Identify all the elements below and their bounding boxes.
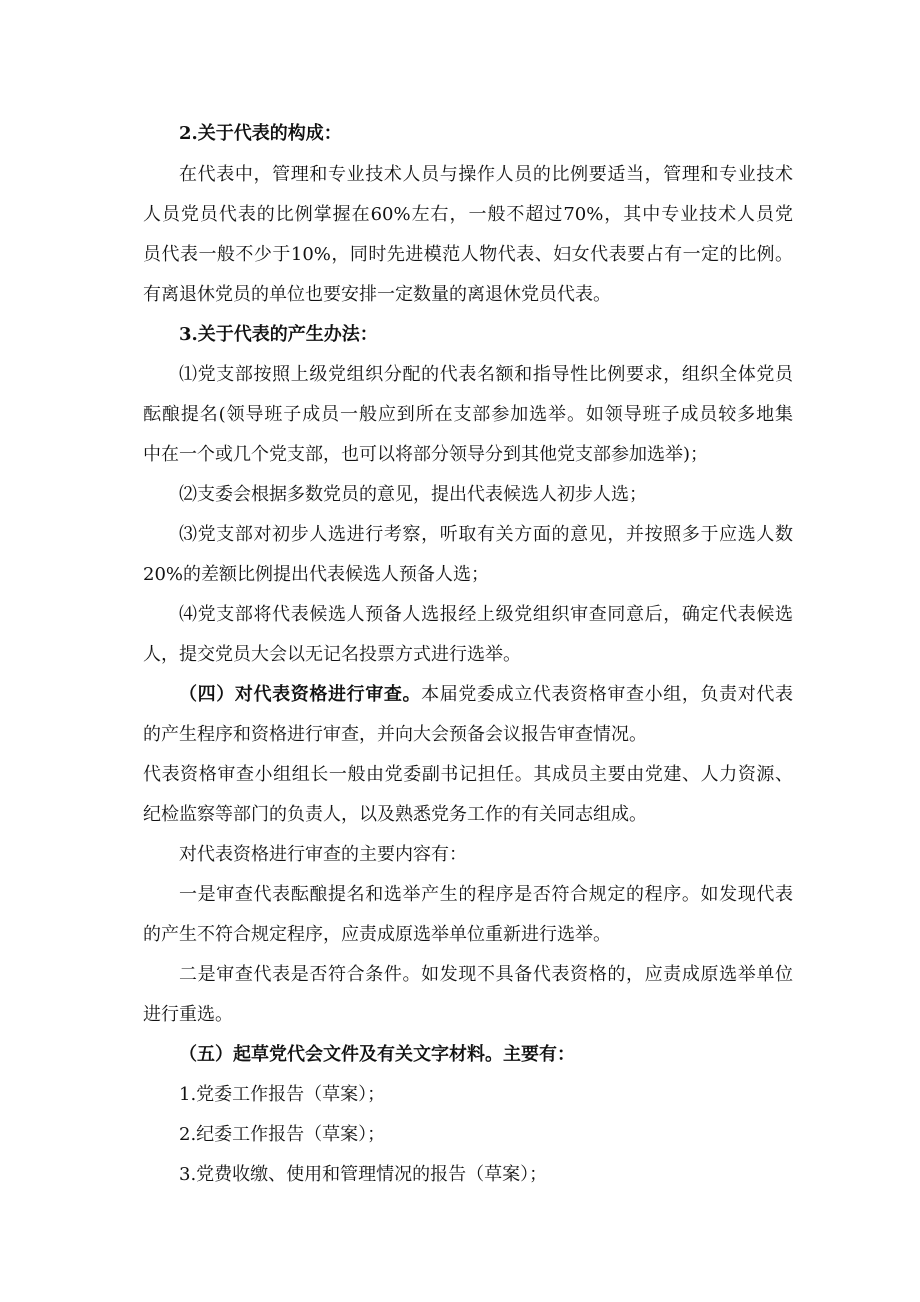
- paragraph-line: 一是审查代表酝酿提名和选举产生的程序是否符合规定的程序。如发现代表: [179, 884, 793, 905]
- list-item: 1.党委工作报告（草案）；: [179, 1084, 386, 1105]
- heading-section-five: （五）起草党代会文件及有关文字材料。主要有：: [179, 1044, 575, 1065]
- paragraph-line: 有离退休党员的单位也要安排一定数量的离退休党员代表。: [143, 284, 611, 305]
- paragraph-line: ⑴党支部按照上级党组织分配的代表名额和指导性比例要求，组织全体党员: [179, 364, 793, 385]
- paragraph-line: ⑷党支部将代表候选人预备人选报经上级党组织审查同意后，确定代表候选: [179, 604, 793, 625]
- paragraph-line: 进行重选。: [143, 1004, 233, 1025]
- list-item: 3.党费收缴、使用和管理情况的报告（草案）；: [179, 1164, 548, 1185]
- section-four-line: [179, 683, 793, 707]
- paragraph-line: 在代表中，管理和专业技术人员与操作人员的比例要适当，管理和专业技术: [179, 164, 793, 185]
- paragraph-line: 中在一个或几个党支部，也可以将部分领导分到其他党支部参加选举)；: [143, 444, 709, 465]
- heading-delegate-election-method: 3.关于代表的产生办法：: [179, 324, 378, 345]
- list-item: 2.纪委工作报告（草案）；: [179, 1124, 386, 1145]
- paragraph-line: ⑵支委会根据多数党员的意见，提出代表候选人初步人选；: [179, 484, 647, 505]
- paragraph-line: 二是审查代表是否符合条件。如发现不具备代表资格的，应责成原选举单位: [179, 964, 793, 985]
- paragraph-line: 人，提交党员大会以无记名投票方式进行选举。: [143, 644, 521, 665]
- heading-delegate-composition: 2.关于代表的构成：: [179, 123, 342, 144]
- paragraph-line: 纪检监察等部门的负责人，以及熟悉党务工作的有关同志组成。: [143, 804, 647, 825]
- paragraph-line: 酝酿提名(领导班子成员一般应到所在支部参加选举。如领导班子成员较多地集: [143, 404, 793, 425]
- paragraph-line: 人员党员代表的比例掌握在60%左右，一般不超过70%，其中专业技术人员党: [143, 204, 793, 225]
- paragraph-line: 20%的差额比例提出代表候选人预备人选；: [143, 564, 490, 585]
- paragraph-line: 对代表资格进行审查的主要内容有：: [179, 844, 467, 865]
- paragraph-line: 的产生程序和资格进行审查，并向大会预备会议报告审查情况。: [143, 724, 647, 745]
- paragraph-line: ⑶党支部对初步人选进行考察，听取有关方面的意见，并按照多于应选人数: [179, 524, 793, 545]
- paragraph-line: 代表资格审查小组组长一般由党委副书记担任。其成员主要由党建、人力资源、: [143, 764, 793, 785]
- paragraph-line: 的产生不符合规定程序，应责成原选举单位重新进行选举。: [143, 924, 611, 945]
- paragraph-line: 员代表一般不少于10%，同时先进模范人物代表、妇女代表要占有一定的比例。: [143, 244, 793, 265]
- section-four-text: 本届党委成立代表资格审查小组，负责对代表: [421, 684, 793, 705]
- section-four-heading: （四）对代表资格进行审查。: [179, 684, 422, 705]
